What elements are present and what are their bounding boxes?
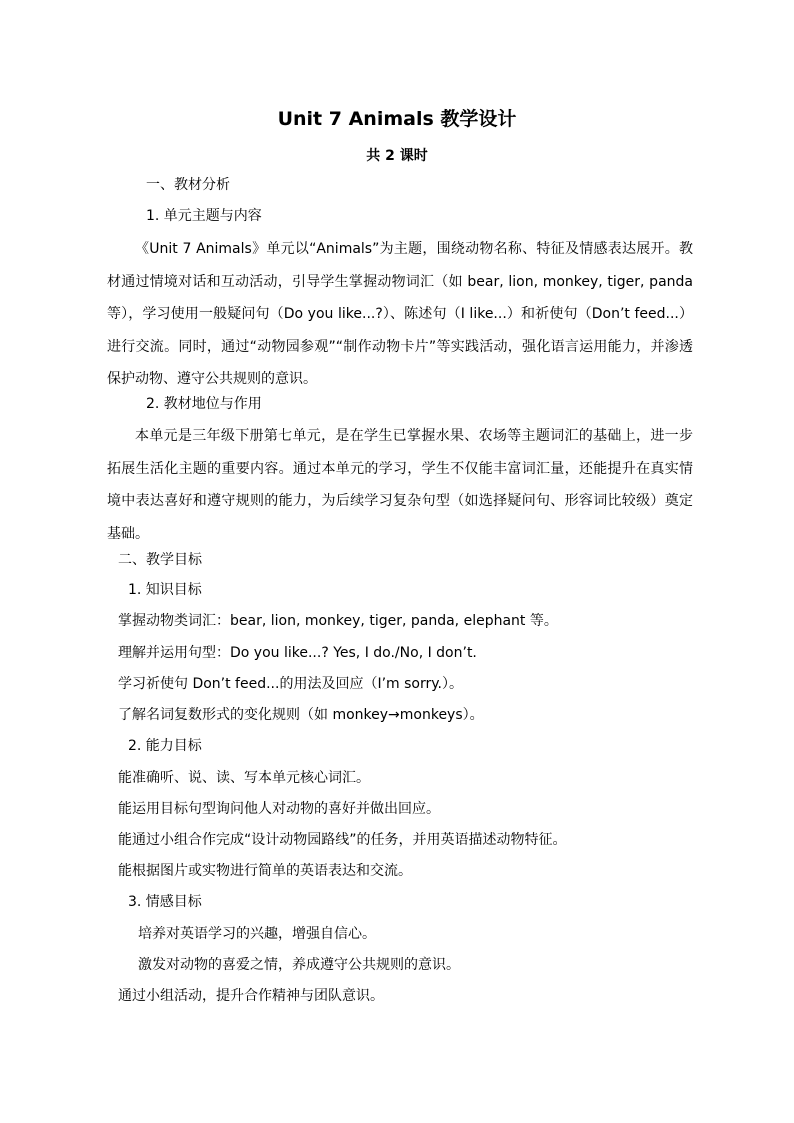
document-subtitle: 共 2 课时 [366,148,428,164]
knowledge-goal-3: 学习祈使句 Don’t feed...的用法及回应（I’m sorry.）。 [118,676,463,692]
subheading-ability-goals: 2. 能力目标 [128,738,202,754]
subheading-material-role: 2. 教材地位与作用 [146,396,262,412]
ability-goal-2: 能运用目标句型询问他人对动物的喜好并做出回应。 [118,801,440,817]
emotional-goal-3: 通过小组活动，提升合作精神与团队意识。 [118,988,384,1004]
ability-goal-3: 能通过小组合作完成“设计动物园路线”的任务，并用英语描述动物特征。 [118,832,567,848]
ability-goal-4: 能根据图片或实物进行简单的英语表达和交流。 [118,863,412,879]
subheading-unit-theme: 1. 单元主题与内容 [146,208,262,224]
section-heading-materials: 一、教材分析 [146,177,230,193]
subheading-knowledge-goals: 1. 知识目标 [128,582,202,598]
ability-goal-1: 能准确听、说、读、写本单元核心词汇。 [118,770,370,786]
emotional-goal-2: 激发对动物的喜爱之情，养成遵守公共规则的意识。 [138,957,460,973]
knowledge-goal-1: 掌握动物类词汇：bear, lion, monkey, tiger, panda, elephant 等。 [118,613,558,629]
subheading-emotional-goals: 3. 情感目标 [128,894,202,910]
knowledge-goal-4: 了解名词复数形式的变化规则（如 monkey→monkeys）。 [118,707,484,723]
document-title: Unit 7 Animals 教学设计 [277,108,517,130]
emotional-goal-1: 培养对英语学习的兴趣，增强自信心。 [138,926,376,942]
section-heading-objectives: 二、教学目标 [118,552,202,568]
paragraph-material-role: 本单元是三年级下册第七单元，是在学生已掌握水果、农场等主题词汇的基础上，进一步拓展生活化主题的重要内容。通过本单元的学习，学生不仅能丰富词汇量，还能提升在真实情境中表达喜好和遵守规则的能力，为后续学习复杂句型（如选择疑问句、形容词比较级）奠定基础。 [107,428,693,542]
knowledge-goal-2: 理解并运用句型：Do you like...? Yes, I do./No, I don’t. [118,645,477,661]
paragraph-unit-theme: 《Unit 7 Animals》单元以“Animals”为主题，围绕动物名称、特征及情感表达展开。教材通过情境对话和互动活动，引导学生掌握动物词汇（如 bear, lion, monkey, tiger, panda 等），学习使用一般疑问句（Do you like...?）、陈述句（I like...）和祈使句（Don’t feed...）进行交流。同时，通过“动物园参观”“制作动物卡片”等实践活动，强化语言运用能力，并渗透保护动物、遵守公共规则的意识。 [107,241,693,387]
